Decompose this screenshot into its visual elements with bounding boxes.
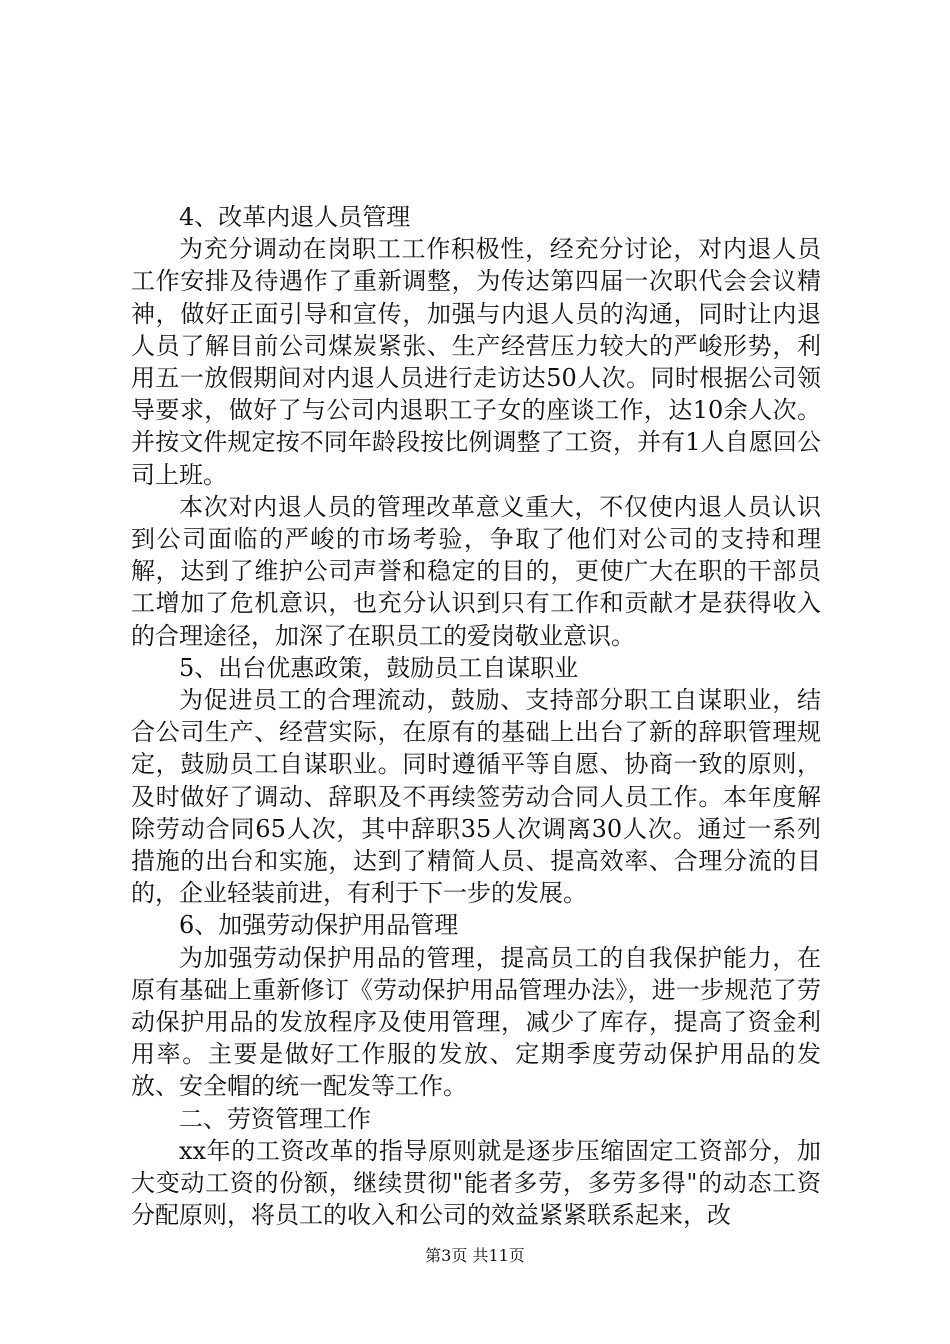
section-heading: 二、劳资管理工作 [179, 1104, 371, 1133]
body-paragraph: 为充分调动在岗职工工作积极性，经充分讨论，对内退人员工作安排及待遇作了重新调整，为传达第四届一次职代会会议精神，做好正面引导和宣传，加强与内退人员的沟通，同时让内退人员了解目前公司煤炭紧张、生产经营压力较大的严峻形势，利用五一放假期间对内退人员进行走访达50人次。同时根据公司领导要求，做好了与公司内退职工子女的座谈工作，达10余人次。并按文件规定按不同年龄段按比例调整了工资，并有1人自愿回公司上班。 [131, 235, 821, 489]
section-heading: 4、改革内退人员管理 [179, 203, 411, 231]
document-body [131, 201, 821, 1232]
body-paragraph: 本次对内退人员的管理改革意义重大，不仅使内退人员认识到公司面临的严峻的市场考验，争取了他们对公司的支持和理解，达到了维护公司声誉和稳定的目的，更使广大在职的干部员工增加了危机意识，也充分认识到只有工作和贡献才是获得收入的合理途径，加深了在职员工的爱岗敬业意识。 [131, 492, 821, 650]
page-number-footer: 第3页 共11页 [425, 1246, 525, 1265]
section-heading: 5、出台优惠政策，鼓励员工自谋职业 [179, 653, 579, 682]
body-paragraph: 为促进员工的合理流动，鼓励、支持部分职工自谋职业，结合公司生产、经营实际，在原有的基础上出台了新的辞职管理规定，鼓励员工自谋职业。同时遵循平等自愿、协商一致的原则，及时做好了调动、辞职及不再续签劳动合同人员工作。本年度解除劳动合同65人次，其中辞职35人次调离30人次。通过一系列措施的出台和实施，达到了精简人员、提高效率、合理分流的目的，企业轻装前进，有利于下一步的发展。 [131, 686, 821, 908]
body-paragraph: 为加强劳动保护用品的管理，提高员工的自我保护能力，在原有基础上重新修订《劳动保护用品管理办法》，进一步规范了劳动保护用品的发放程序及使用管理，减少了库存，提高了资金利用率。主要是做好工作服的发放、定期季度劳动保护用品的发放、安全帽的统一配发等工作。 [131, 943, 821, 1101]
body-paragraph: xx年的工资改革的指导原则就是逐步压缩固定工资部分，加大变动工资的份额，继续贯彻"能者多劳，多劳多得"的动态工资分配原则，将员工的收入和公司的效益紧紧联系起来，改 [131, 1136, 821, 1230]
section-heading: 6、加强劳动保护用品管理 [179, 911, 459, 940]
